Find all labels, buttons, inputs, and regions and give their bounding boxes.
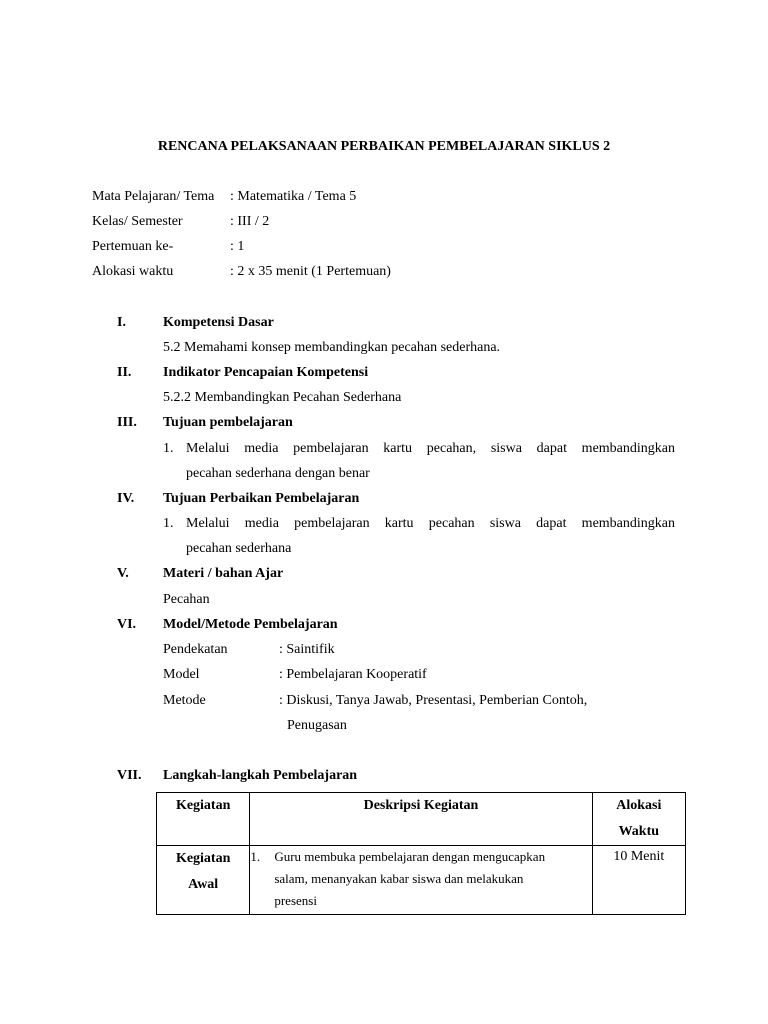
identity-value-time: : 2 x 35 menit (1 Pertemuan) (230, 264, 391, 279)
section-4-item-number: 1. (163, 516, 174, 531)
header-alokasi (592, 793, 685, 846)
kegiatan-line2: Awal (188, 877, 219, 892)
section-3-item-line2: pecahan sederhana dengan benar (186, 466, 370, 481)
section-1-number: I. (117, 315, 126, 330)
section-7-heading: Langkah-langkah Pembelajaran (163, 768, 358, 783)
section-5-number: V. (117, 566, 129, 581)
kegiatan-line1: Kegiatan (175, 851, 231, 866)
table-row (157, 846, 686, 915)
section-4-number: IV. (117, 491, 135, 506)
deskripsi-item-number: 1. (250, 849, 261, 864)
deskripsi-line3: presensi (274, 893, 317, 908)
deskripsi-line1: Guru membuka pembelajaran dengan mengucapkan (274, 849, 546, 864)
model-label: Model (163, 667, 200, 682)
section-3-number: III. (117, 415, 137, 430)
section-3-item-line1: Melalui media pembelajaran kartu pecahan, siswa dapat membandingkan (186, 441, 675, 456)
header-alokasi-line1: Alokasi (616, 798, 662, 813)
section-7-number: VII. (117, 768, 142, 783)
section-4-item-line1: Melalui media pembelajaran kartu pecahan siswa dapat membandingkan (186, 516, 675, 531)
learning-steps-table (156, 792, 686, 915)
waktu-cell (592, 846, 685, 915)
identity-value-meeting: : 1 (230, 239, 245, 254)
approach-value: : Saintifik (279, 642, 335, 657)
section-4-item-line2: pecahan sederhana (186, 541, 292, 556)
section-3-item-number: 1. (163, 441, 174, 456)
method-label: Metode (163, 693, 206, 708)
section-2-body: 5.2.2 Membandingkan Pecahan Sederhana (163, 390, 402, 405)
header-deskripsi (250, 793, 592, 846)
section-5-heading: Materi / bahan Ajar (163, 566, 284, 581)
section-3-heading: Tujuan pembelajaran (163, 415, 293, 430)
header-deskripsi-label: Deskripsi Kegiatan (363, 798, 479, 813)
identity-label-subject: Mata Pelajaran/ Tema (92, 189, 215, 204)
document-title: RENCANA PELAKSANAAN PERBAIKAN PEMBELAJARAN SIKLUS 2 (157, 139, 611, 154)
section-5-body: Pecahan (163, 592, 210, 607)
method-value-continued: Penugasan (287, 718, 347, 733)
identity-label-time: Alokasi waktu (92, 264, 174, 279)
header-alokasi-line2: Waktu (618, 824, 660, 839)
table-header-row (157, 793, 686, 846)
section-1-body: 5.2 Memahami konsep membandingkan pecahan sederhana. (163, 340, 501, 355)
section-2-heading: Indikator Pencapaian Kompetensi (163, 365, 369, 380)
section-1-heading: Kompetensi Dasar (163, 315, 274, 330)
model-value: : Pembelajaran Kooperatif (279, 667, 427, 682)
deskripsi-line2: salam, menanyakan kabar siswa dan melakukan (274, 871, 524, 886)
identity-label-class: Kelas/ Semester (92, 214, 183, 229)
method-value: : Diskusi, Tanya Jawab, Presentasi, Pemberian Contoh, (279, 693, 588, 708)
waktu-value: 10 Menit (613, 849, 665, 864)
deskripsi-cell (250, 846, 592, 915)
approach-label: Pendekatan (163, 642, 228, 657)
section-2-number: II. (117, 365, 132, 380)
section-6-number: VI. (117, 617, 137, 632)
header-kegiatan-label: Kegiatan (175, 798, 231, 813)
section-4-heading: Tujuan Perbaikan Pembelajaran (163, 491, 360, 506)
identity-label-meeting: Pertemuan ke- (92, 239, 174, 254)
identity-value-subject: : Matematika / Tema 5 (230, 189, 357, 204)
header-kegiatan (157, 793, 250, 846)
section-6-heading: Model/Metode Pembelajaran (163, 617, 338, 632)
identity-value-class: : III / 2 (230, 214, 270, 229)
kegiatan-cell (157, 846, 250, 915)
